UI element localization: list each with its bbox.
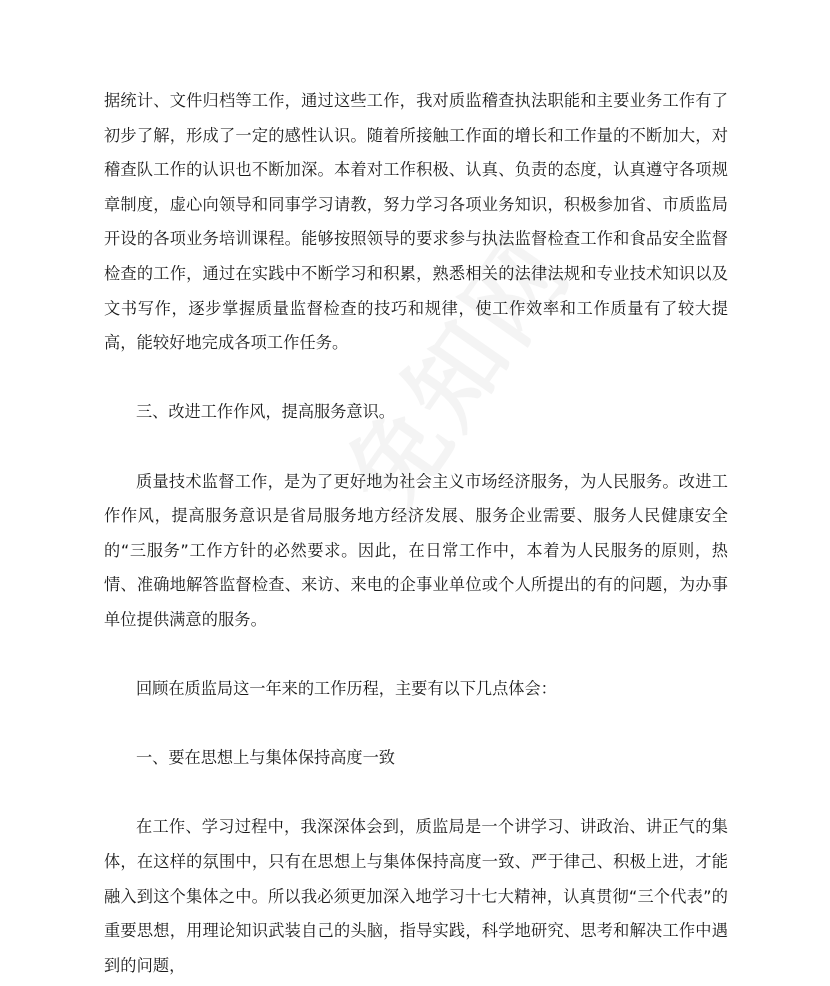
paragraph-spacer	[104, 361, 728, 396]
document-page	[104, 84, 728, 983]
paragraph-spacer	[104, 776, 728, 811]
paragraph-work-experience: 据统计、文件归档等工作，通过这些工作，我对质监稽查执法职能和主要业务工作有了初步了解，形成了一定的感性认识。随着所接触工作面的增长和工作量的不断加大，对稽查队工作的认识也不断加深。本着对工作积极、认真、负责的态度，认真遵守各项规章制度，虚心向领导和同事学习请教，努力学习各项业务知识，积极参加省、市质监局开设的各项业务培训课程。能够按照领导的要求参与执法监督检查工作和食品安全监督检查的工作，通过在实践中不断学习和积累，熟悉相关的法律法规和专业技术知识以及文书写作，逐步掌握质量监督检查的技巧和规律，使工作效率和工作质量有了较大提高，能较好地完成各项工作任务。	[104, 91, 728, 353]
paragraph-spacer	[104, 707, 728, 742]
section-heading-improve-style: 三、改进工作作风，提高服务意识。	[136, 402, 395, 422]
paragraph-review-intro: 回顾在质监局这一年来的工作历程，主要有以下几点体会：	[136, 679, 557, 699]
paragraph-service-awareness: 质量技术监督工作，是为了更好地为社会主义市场经济服务，为人民服务。改进工作作风，提高服务意识是省局服务地方经济发展、服务企业需要、服务人民健康安全的“三服务”工作方针的必然要求。因此，在日常工作中，本着为人民服务的原则，热情、准确地解答监督检查、来访、来电的企事业单位或个人所提出的有的问题，为办事单位提供满意的服务。	[104, 471, 728, 629]
paragraph-spacer	[104, 430, 728, 465]
paragraph-collective-learning: 在工作、学习过程中，我深深体会到，质监局是一个讲学习、讲政治、讲正气的集体，在这样的氛围中，只有在思想上与集体保持高度一致、严于律己、积极上进，才能融入到这个集体之中。所以我必须更加深入地学习十七大精神，认真贯彻“三个代表”的重要思想，用理论知识武装自己的头脑，指导实践，科学地研究、思考和解决工作中遇到的问题，	[104, 817, 728, 975]
section-heading-ideological-alignment: 一、要在思想上与集体保持高度一致	[136, 748, 395, 768]
paragraph-spacer	[104, 638, 728, 673]
